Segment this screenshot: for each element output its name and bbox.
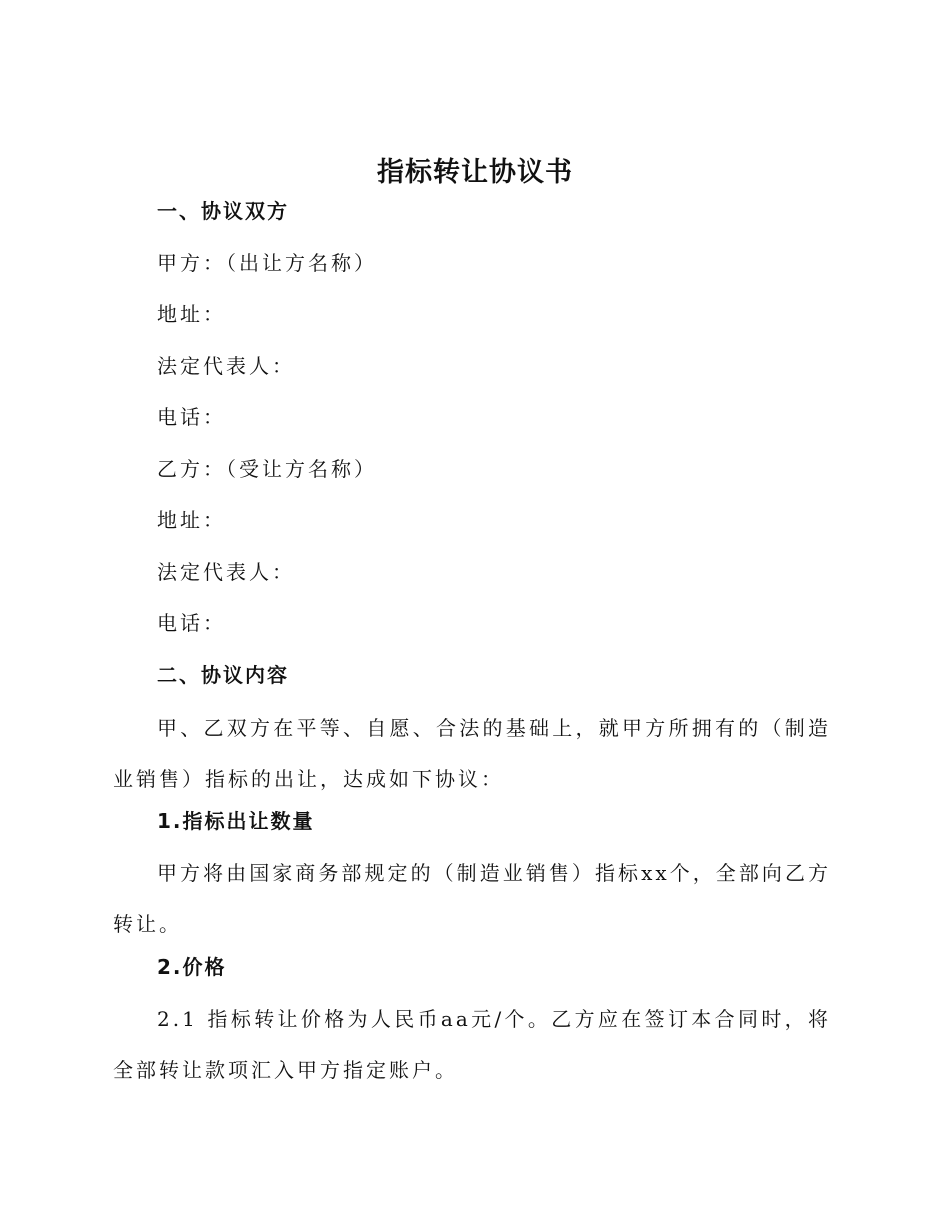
quantity-paragraph: 甲方将由国家商务部规定的（制造业销售）指标xx个，全部向乙方转让。 [113, 861, 831, 936]
subsection-heading-quantity: 1.指标出让数量 [157, 809, 315, 833]
party-b-phone: 电话： [157, 611, 226, 635]
party-a-name: 甲方：（出让方名称） [157, 251, 377, 275]
party-b-representative: 法定代表人： [157, 560, 295, 584]
section-heading-content: 二、协议内容 [157, 663, 289, 687]
document-title: 指标转让协议书 [377, 157, 573, 188]
party-a-representative: 法定代表人： [157, 354, 295, 378]
party-b-name: 乙方：（受让方名称） [157, 457, 377, 481]
party-b-address: 地址： [157, 508, 226, 532]
party-a-address: 地址： [157, 302, 226, 326]
section-heading-parties: 一、协议双方 [157, 199, 289, 223]
price-paragraph: 2.1 指标转让价格为人民币aa元/个。乙方应在签订本合同时，将全部转让款项汇入甲方指定账户。 [113, 1007, 831, 1082]
agreement-intro-paragraph: 甲、乙双方在平等、自愿、合法的基础上，就甲方所拥有的（制造业销售）指标的出让，达成如下协议： [113, 716, 831, 791]
subsection-heading-price: 2.价格 [157, 955, 227, 979]
party-a-phone: 电话： [157, 405, 226, 429]
